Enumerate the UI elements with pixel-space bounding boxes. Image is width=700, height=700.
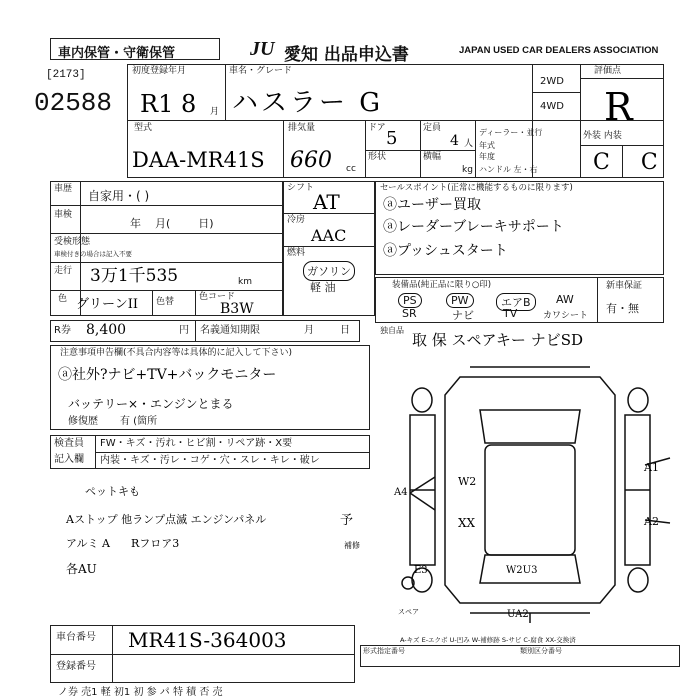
org-english: JAPAN USED CAR DEALERS ASSOCIATION [459, 45, 659, 56]
repair-value: 有 (箇所 [120, 416, 158, 427]
notice-day: 日 [340, 325, 350, 336]
ac-value: AAC [311, 226, 347, 245]
recolor-label: 色替 [156, 297, 175, 307]
fuel-sub: 軽 油 [310, 281, 336, 294]
handle-label: ハンドル 左・右 [479, 165, 538, 174]
notice-month: 月 [304, 325, 314, 336]
ext-int-value: C C [593, 150, 670, 175]
color-label: 色 [58, 294, 68, 304]
score-value: R [604, 85, 633, 129]
damage-legend: A-キズ E-エクボ U-凹み W-補修跡 S-サビ C-腐食 XX-交換済 [400, 636, 576, 644]
ac-label: 冷房 [287, 215, 306, 225]
history-label: 車歴 [54, 184, 73, 194]
sales-title: セールスポイント(正常に機能するものに限ります) [380, 183, 573, 193]
sales-item-1: ⓐユーザー買取 [383, 197, 481, 213]
reg-number-label: 登録番号 [56, 661, 96, 672]
special-label: 独自品 [380, 326, 404, 335]
chassis-value: MR41S-364003 [128, 628, 287, 652]
capacity-unit: 人 [464, 139, 474, 149]
equip-sr: SR [402, 307, 417, 320]
inspection-value: 年 月( 日) [130, 217, 214, 230]
fuel-value: ガソリン [303, 261, 355, 281]
equip-tv: TV [503, 307, 518, 320]
equip-pw: PW [446, 293, 474, 308]
remarks-line-3: アルミ A Rフロア3 [66, 537, 180, 550]
sales-item-1-text: ユーザー買取 [397, 197, 481, 213]
door-label: ドア [368, 123, 386, 133]
receive-label: 受検形態 [54, 237, 91, 247]
notes-line-1-text: 社外?ナビ+TV+バックモニター [72, 367, 277, 383]
sales-item-2-text: レーダーブレーキサポート [397, 219, 564, 235]
mileage-value: 3万1千535 [90, 266, 179, 286]
damage-xx: XX [458, 516, 476, 530]
recycle-unit: 円 [179, 325, 189, 336]
model-label: 型式 [134, 123, 153, 133]
notes-line-2: バッテリー×・エンジンとまる [68, 397, 234, 411]
mileage-label: 走行 [54, 266, 73, 276]
equip-seat: カワシート [543, 311, 589, 321]
reg-date-value: R1 8 [140, 90, 197, 118]
damage-a1: A1 [644, 461, 659, 474]
inspector-row-1: FW・キズ・汚れ・ヒビ割・リペア跡・X要 [100, 438, 293, 449]
drive-2wd: 2WD [540, 76, 564, 87]
inspector-label-1: 検査員 [54, 438, 84, 449]
ext-int-label: 外装 内装 [583, 131, 622, 141]
sales-item-2: ⓐレーダーブレーキサポート [383, 219, 564, 235]
month-unit: 月 [210, 107, 220, 117]
inspector-label-2: 記入欄 [54, 454, 84, 465]
footer-codes: ノ券 売1 軽 初1 初 参 パ 特 積 否 売 [58, 687, 223, 698]
displacement-label: 排気量 [288, 123, 316, 133]
new-warranty-value: 有・無 [606, 302, 639, 315]
receive-sub: 車検付きの場合は記入不要 [54, 250, 132, 258]
dealer-label: ディーラー・並行 [479, 128, 543, 137]
equipment-title: 装備品(純正品に限り○印) [392, 280, 492, 290]
car-name-label: 車名・グレード [229, 66, 293, 76]
color-code-value: B3W [220, 301, 254, 317]
inspection-label: 車検 [54, 210, 73, 220]
model-value: DAA-MR41S [132, 148, 265, 172]
doc-label-2: 類別区分番号 [520, 647, 562, 655]
damage-e3: E3 [414, 565, 428, 576]
new-warranty-label: 新車保証 [606, 281, 643, 291]
notice-label: 名義通知期限 [200, 325, 260, 336]
notes-title: 注意事項申告欄(不具合内容等は具体的に記入して下さい) [60, 348, 293, 358]
reg-date-label: 初度登録年月 [132, 66, 187, 76]
shape-label: 形状 [368, 152, 387, 162]
score-label: 評価点 [594, 66, 622, 76]
remarks-line-1: ペットキも [85, 485, 140, 498]
car-damage-diagram [390, 355, 680, 630]
repair-label: 修復歴 [68, 416, 98, 427]
recycle-value: 8,400 [86, 322, 127, 338]
capacity-value: 4 [450, 133, 459, 149]
recycle-label: R券 [54, 325, 71, 336]
color-value: グリーンII [76, 297, 139, 312]
remarks-line-2: Aストップ 他ランプ点滅 エンジンパネル [66, 513, 267, 526]
damage-ua2: UA2 [507, 609, 529, 620]
ju-logo: JU [250, 38, 275, 60]
displacement-unit: cc [346, 164, 356, 174]
equip-airbag: エアB [496, 293, 536, 311]
door-value: 5 [386, 128, 398, 149]
history-block [50, 181, 283, 316]
width-label: 横幅 [423, 152, 442, 162]
displacement-value: 660 [290, 148, 332, 173]
weight-unit: kg [462, 165, 473, 175]
capacity-label: 定員 [423, 123, 442, 133]
remarks-line-2b: 予 [340, 513, 354, 528]
storage-stamp: 車内保管・守衛保管 [58, 46, 176, 61]
year-label: 年式 [479, 141, 495, 150]
shift-label: シフト [287, 183, 315, 193]
fuel-label: 燃料 [287, 248, 306, 258]
damage-w2u3: W2U3 [506, 565, 538, 576]
drive-4wd: 4WD [540, 101, 564, 112]
year-label-2: 年度 [479, 152, 495, 161]
history-value: 自家用・( ) [88, 189, 150, 203]
special-value: 取 保 スペアキー ナビSD [412, 331, 584, 349]
sales-item-3-text: プッシュスタート [397, 243, 508, 259]
damage-w2: W2 [458, 475, 477, 488]
shift-value: AT [313, 190, 340, 214]
lot-small-number: [2173] [46, 69, 86, 81]
doc-label-1: 形式指定番号 [363, 647, 405, 655]
chassis-label: 車台番号 [56, 632, 96, 643]
damage-a4: A4 [394, 487, 408, 498]
spare-label: スペア [398, 608, 419, 616]
equip-aw: AW [556, 293, 574, 306]
color-code-label: 色コード [199, 292, 236, 302]
remarks-line-2c: 補修 [344, 541, 360, 550]
equip-navi: ナビ [452, 309, 474, 322]
sales-item-3: ⓐプッシュスタート [383, 243, 508, 259]
lot-small-number-value: 2173 [52, 69, 80, 81]
damage-a2: A2 [644, 515, 659, 528]
equip-ps: PS [398, 293, 422, 308]
lot-number: 02588 [34, 88, 113, 118]
car-name-value: ハスラー G [232, 88, 384, 118]
org-title: 愛知 出品申込書 [284, 45, 409, 65]
mileage-unit: km [238, 277, 252, 287]
notes-line-1: ⓐ社外?ナビ+TV+バックモニター [58, 367, 277, 383]
inspector-row-2: 内装・キズ・汚レ・コゲ・穴・スレ・キレ・破レ [100, 455, 320, 466]
remarks-line-4: 各AU [66, 562, 97, 576]
